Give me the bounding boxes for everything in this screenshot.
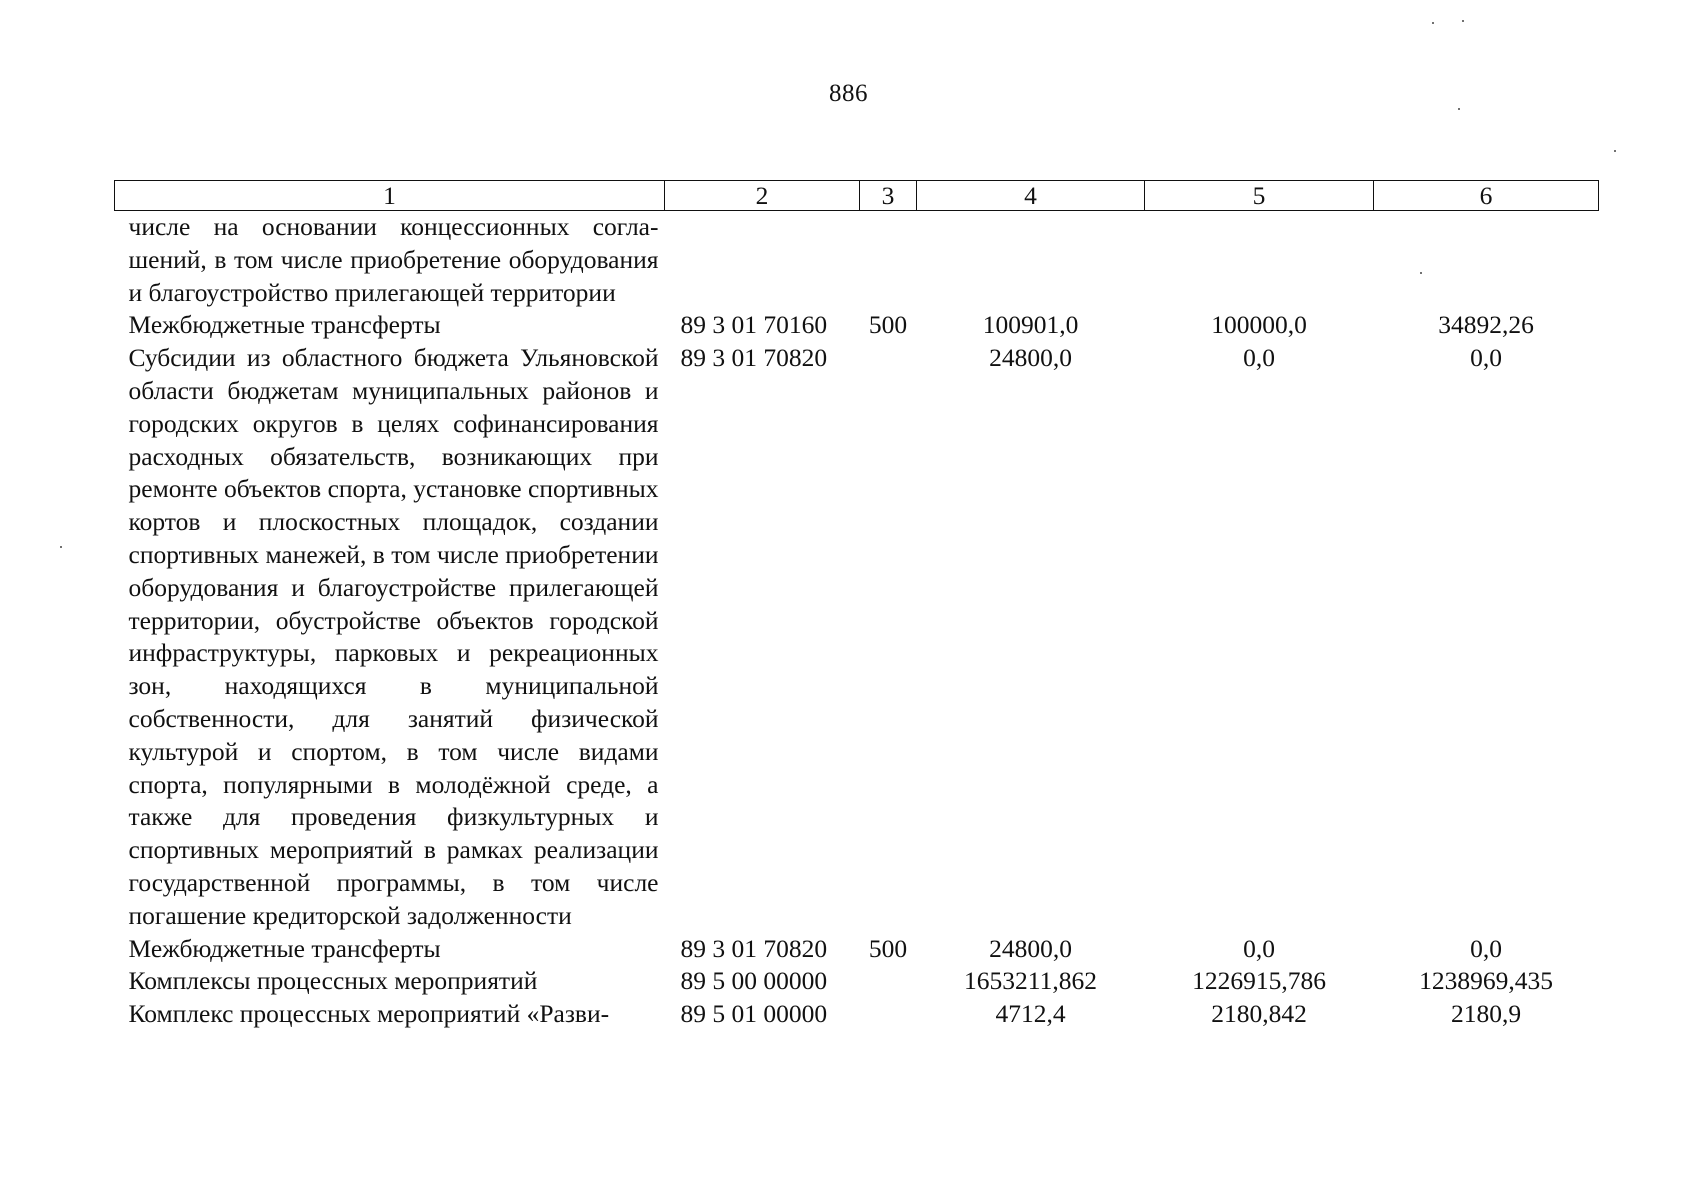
row-value-col4: 24800,0: [989, 933, 1072, 963]
row-code: 89 3 01 70160: [680, 310, 828, 340]
row-name: Межбюджетные трансферты: [128, 310, 441, 340]
row-name: Комплексы процессных мероприятий: [128, 966, 538, 996]
scan-speck: [1458, 108, 1460, 110]
budget-table-container: [114, 180, 1598, 1031]
row-value-col4: 24800,0: [989, 343, 1072, 373]
table-row: [115, 342, 1599, 932]
table-row: [115, 998, 1599, 1031]
header-col-3: 3: [860, 181, 917, 211]
table-row: [115, 965, 1599, 998]
row-value-col6: 1238969,435: [1419, 966, 1553, 996]
row-value-col4: 4712,4: [995, 999, 1066, 1029]
row-expense-type: [860, 998, 917, 1031]
row-value-col6: 0,0: [1470, 933, 1502, 963]
row-name: числе на основании концессионных соглашений, в том числе приобретение оборудования и благоустройство прилегающей территории: [128, 212, 659, 307]
row-value-col6: 0,0: [1470, 343, 1502, 373]
column-number-header-row: [115, 181, 1599, 211]
row-expense-type: 500: [868, 310, 908, 340]
row-expense-type: [860, 342, 917, 932]
row-value-col5: 2180,842: [1211, 999, 1307, 1029]
header-col-4: 4: [917, 181, 1145, 211]
row-value-col4: [917, 211, 1145, 310]
header-col-6: 6: [1374, 181, 1599, 211]
row-code: 89 5 01 00000: [680, 999, 828, 1029]
scan-speck: [1614, 150, 1616, 152]
scan-speck: [60, 546, 62, 548]
header-col-1: 1: [115, 181, 665, 211]
scan-speck: [1432, 22, 1434, 24]
row-value-col5: 0,0: [1243, 343, 1275, 373]
row-value-col4: 1653211,862: [964, 966, 1097, 996]
row-name: Субсидии из областного бюджета Ульяновской области бюджетам муниципальных районов и городских округов в целях софинансирования расходных обязательств, возникающих при ремонте объектов спорта, установке спортивных кортов и плоскостных площадок, создании спортивных манежей, в том числе приобретении оборудования и благоустройстве прилегающей территории, обустройстве объектов городской инфраструктуры, парковых и рекреационных зон, находящихся в муниципальной собственности, для занятий физической культурой и спортом, в том числе видами спорта, популярными в молодёжной среде, а также для проведения физкультурных и спортивных мероприятий в рамках реализации государственной программы, в том числе погашение кредиторской задолженности: [128, 343, 659, 930]
row-value-col4: 100901,0: [982, 310, 1079, 340]
row-value-col5: 1226915,786: [1192, 966, 1326, 996]
row-name: Межбюджетные трансферты: [128, 933, 441, 963]
header-col-5: 5: [1145, 181, 1374, 211]
row-code: [665, 211, 860, 310]
row-value-col5: 0,0: [1243, 933, 1275, 963]
header-col-2: 2: [665, 181, 860, 211]
row-expense-type: [860, 211, 917, 310]
row-value-col5: 100000,0: [1211, 310, 1307, 340]
row-value-col6: 2180,9: [1450, 999, 1522, 1029]
table-row: [115, 933, 1599, 966]
row-name: Комплекс процессных мероприятий «Разви-: [128, 999, 610, 1029]
row-code: 89 3 01 70820: [680, 343, 828, 373]
budget-table: [114, 180, 1599, 1031]
row-expense-type: [860, 965, 917, 998]
row-code: 89 3 01 70820: [680, 933, 828, 963]
scan-speck: [1462, 20, 1464, 22]
row-value-col6: 34892,26: [1438, 310, 1534, 340]
row-expense-type: 500: [868, 933, 908, 963]
page-number: 886: [829, 80, 868, 107]
row-value-col6: [1374, 211, 1599, 310]
row-value-col5: [1145, 211, 1374, 310]
table-row: [115, 211, 1599, 310]
row-code: 89 5 00 00000: [680, 966, 828, 996]
table-row: [115, 309, 1599, 342]
